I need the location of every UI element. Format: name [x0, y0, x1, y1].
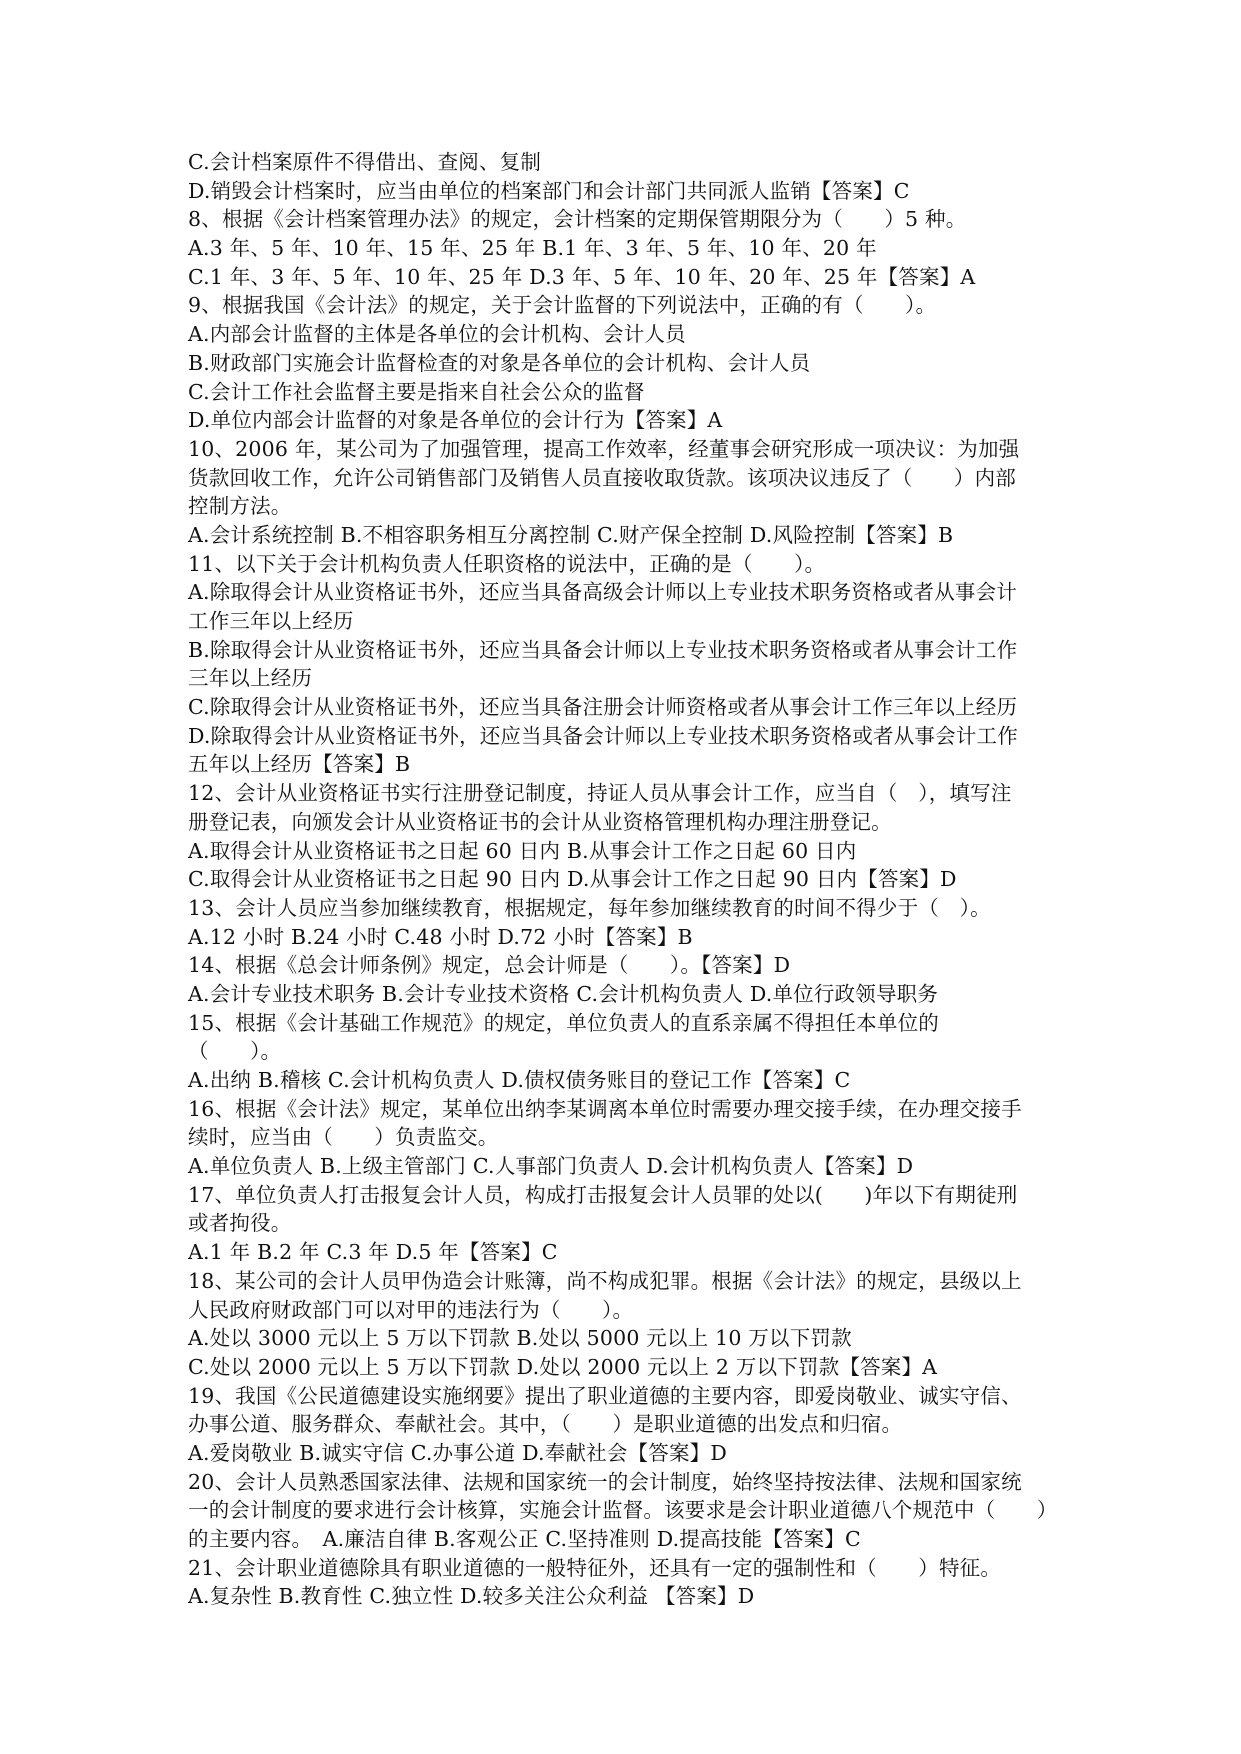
text-line: D.销毁会计档案时，应当由单位的档案部门和会计部门共同派人监销【答案】C: [188, 178, 910, 203]
text-line: A.取得会计从业资格证书之日起 60 日内 B.从事会计工作之日起 60 日内: [188, 838, 857, 863]
text-line: 人民政府财政部门可以对甲的违法行为（ ）。: [188, 1297, 634, 1322]
text-line: B.财政部门实施会计监督检查的对象是各单位的会计机构、会计人员: [188, 350, 811, 375]
text-line: 8、根据《会计档案管理办法》的规定，会计档案的定期保管期限分为（ ）5 种。: [188, 207, 967, 232]
document-body: [188, 148, 1078, 1611]
text-line: C.1 年、3 年、5 年、10 年、25 年 D.3 年、5 年、10 年、20 年、25 年【答案】A: [188, 264, 976, 289]
text-line: D.除取得会计从业资格证书外，还应当具备会计师以上专业技术职务资格或者从事会计工作: [188, 723, 1018, 748]
text-line: D.单位内部会计监督的对象是各单位的会计行为【答案】A: [188, 408, 723, 433]
text-line: 办事公道、服务群众、奉献社会。其中，（ ）是职业道德的出发点和归宿。: [188, 1412, 903, 1437]
text-line: 控制方法。: [188, 494, 292, 519]
text-line: C.会计档案原件不得借出、查阅、复制: [188, 150, 542, 174]
text-line: A.内部会计监督的主体是各单位的会计机构、会计人员: [188, 322, 686, 347]
text-line: 19、我国《公民道德建设实施纲要》提出了职业道德的主要内容，即爱岗敬业、诚实守信、: [188, 1383, 1022, 1408]
text-line: A.出纳 B.稽核 C.会计机构负责人 D.债权债务账目的登记工作【答案】C: [188, 1068, 851, 1092]
text-line: 17、单位负责人打击报复会计人员，构成打击报复会计人员罪的处以( )年以下有期徒刑: [188, 1182, 1018, 1207]
text-line: 工作三年以上经历: [188, 609, 354, 633]
text-line: 10、2006 年，某公司为了加强管理，提高工作效率，经董事会研究形成一项决议：为加强: [188, 436, 1020, 461]
text-line: 货款回收工作，允许公司销售部门及销售人员直接收取货款。该项决议违反了（ ）内部: [188, 465, 1016, 490]
text-line: 20、会计人员熟悉国家法律、法规和国家统一的会计制度，始终坚持按法律、法规和国家统: [188, 1469, 1022, 1494]
text-line: 册登记表，向颁发会计从业资格证书的会计从业资格管理机构办理注册登记。: [188, 809, 892, 834]
text-line: C.除取得会计从业资格证书外，还应当具备注册会计师资格或者从事会计工作三年以上经历: [188, 695, 1018, 720]
text-line: 12、会计从业资格证书实行注册登记制度，持证人员从事会计工作，应当自（ ），填写注: [188, 781, 1012, 806]
text-line: A.会计系统控制 B.不相容职务相互分离控制 C.财产保全控制 D.风险控制【答案】B: [188, 522, 954, 547]
text-line: A.处以 3000 元以上 5 万以下罚款 B.处以 5000 元以上 10 万以下罚款: [188, 1326, 852, 1351]
text-line: 13、会计人员应当参加继续教育，根据规定，每年参加继续教育的时间不得少于（ ）。: [188, 895, 991, 920]
text-line: A.单位负责人 B.上级主管部门 C.人事部门负责人 D.会计机构负责人【答案】D: [188, 1154, 914, 1179]
text-line: C.取得会计从业资格证书之日起 90 日内 D.从事会计工作之日起 90 日内【答案】D: [188, 867, 957, 892]
text-line: A.3 年、5 年、10 年、15 年、25 年 B.1 年、3 年、5 年、10 年、20 年: [188, 236, 877, 261]
text-line: 的主要内容。 A.廉洁自律 B.客观公正 C.坚持准则 D.提高技能【答案】C: [188, 1527, 861, 1551]
text-line: A.会计专业技术职务 B.会计专业技术资格 C.会计机构负责人 D.单位行政领导职务: [188, 981, 939, 1006]
text-line: 14、根据《总会计师条例》规定，总会计师是（ ）。【答案】D: [188, 953, 791, 978]
text-line: C.会计工作社会监督主要是指来自社会公众的监督: [188, 379, 645, 404]
text-line: A.复杂性 B.教育性 C.独立性 D.较多关注公众利益 【答案】D: [188, 1584, 755, 1609]
text-line: A.1 年 B.2 年 C.3 年 D.5 年【答案】C: [188, 1240, 558, 1265]
text-line: 16、根据《会计法》规定，某单位出纳李某调离本单位时需要办理交接手续，在办理交接手: [188, 1096, 1022, 1121]
text-line: A.12 小时 B.24 小时 C.48 小时 D.72 小时【答案】B: [188, 924, 693, 949]
text-line: B.除取得会计从业资格证书外，还应当具备会计师以上专业技术职务资格或者从事会计工作: [188, 637, 1018, 662]
text-line: A.爱岗敬业 B.诚实守信 C.办事公道 D.奉献社会【答案】D: [188, 1440, 727, 1465]
text-line: （ ）。: [188, 1039, 282, 1064]
text-line: C.处以 2000 元以上 5 万以下罚款 D.处以 2000 元以上 2 万以下罚款【答案】A: [188, 1354, 938, 1379]
text-line: 三年以上经历: [188, 666, 313, 691]
text-line: 或者拘役。: [188, 1211, 292, 1236]
text-line: 18、某公司的会计人员甲伪造会计账簿，尚不构成犯罪。根据《会计法》的规定，县级以上: [188, 1268, 1022, 1293]
text-line: 21、会计职业道德除具有职业道德的一般特征外，还具有一定的强制性和（ ）特征。: [188, 1555, 1002, 1580]
text-line: 15、根据《会计基础工作规范》的规定，单位负责人的直系亲属不得担任本单位的: [188, 1010, 939, 1035]
text-line: 续时，应当由（ ）负责监交。: [188, 1125, 499, 1150]
text-line: 五年以上经历【答案】B: [188, 752, 411, 777]
text-line: 11、以下关于会计机构负责人任职资格的说法中，正确的是（ ）。: [188, 551, 826, 576]
text-line: A.除取得会计从业资格证书外，还应当具备高级会计师以上专业技术职务资格或者从事会计: [188, 580, 1018, 605]
text-line: 一的会计制度的要求进行会计核算，实施会计监督。该要求是会计职业道德八个规范中（ ）: [188, 1498, 1058, 1523]
text-line: 9、根据我国《会计法》的规定，关于会计监督的下列说法中，正确的有（ ）。: [188, 293, 937, 318]
